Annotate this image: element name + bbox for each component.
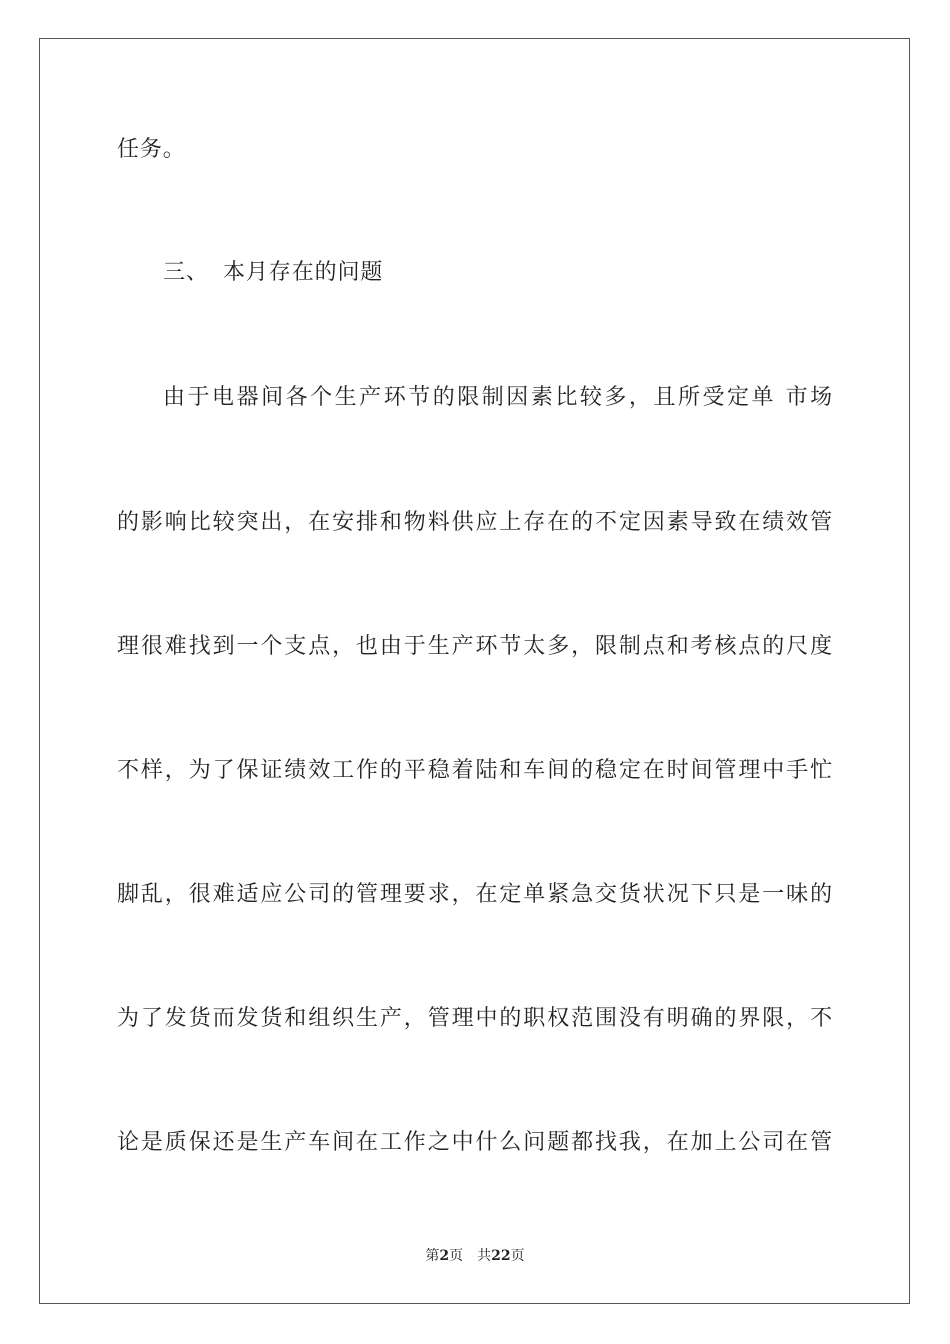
paragraph-line: 不样，为了保证绩效工作的平稳着陆和车间的稳定在时间管理中手忙 <box>117 758 833 783</box>
section-heading <box>163 258 383 288</box>
footer-total-prefix: 共 <box>477 1248 492 1264</box>
paragraph-line: 论是质保还是生产车间在工作之中什么问题都找我，在加上公司在管 <box>117 1130 833 1155</box>
paragraph-line: 由于电器间各个生产环节的限制因素比较多，且所受定单 市场 <box>163 385 833 410</box>
section-heading-number: 三、 <box>163 260 209 285</box>
footer-page-prefix: 第 <box>425 1248 440 1264</box>
paragraph-line-continuation: 任务。 <box>117 137 186 162</box>
footer-page-number: 2 <box>439 1248 450 1264</box>
paragraph-line: 脚乱，很难适应公司的管理要求，在定单紧急交货状况下只是一味的 <box>117 882 833 907</box>
paragraph-line: 为了发货而发货和组织生产，管理中的职权范围没有明确的界限，不 <box>117 1006 833 1031</box>
footer-total-suffix: 页 <box>510 1248 525 1264</box>
footer-total-pages: 22 <box>491 1248 511 1264</box>
section-heading-title: 本月存在的问题 <box>223 260 384 285</box>
paragraph-line: 理很难找到一个支点，也由于生产环节太多，限制点和考核点的尺度 <box>117 634 833 659</box>
page-footer <box>0 1246 950 1266</box>
paragraph-line: 的影响比较突出，在安排和物料供应上存在的不定因素导致在绩效管 <box>117 510 833 535</box>
footer-page-suffix: 页 <box>449 1248 464 1264</box>
page-frame <box>39 38 910 1304</box>
